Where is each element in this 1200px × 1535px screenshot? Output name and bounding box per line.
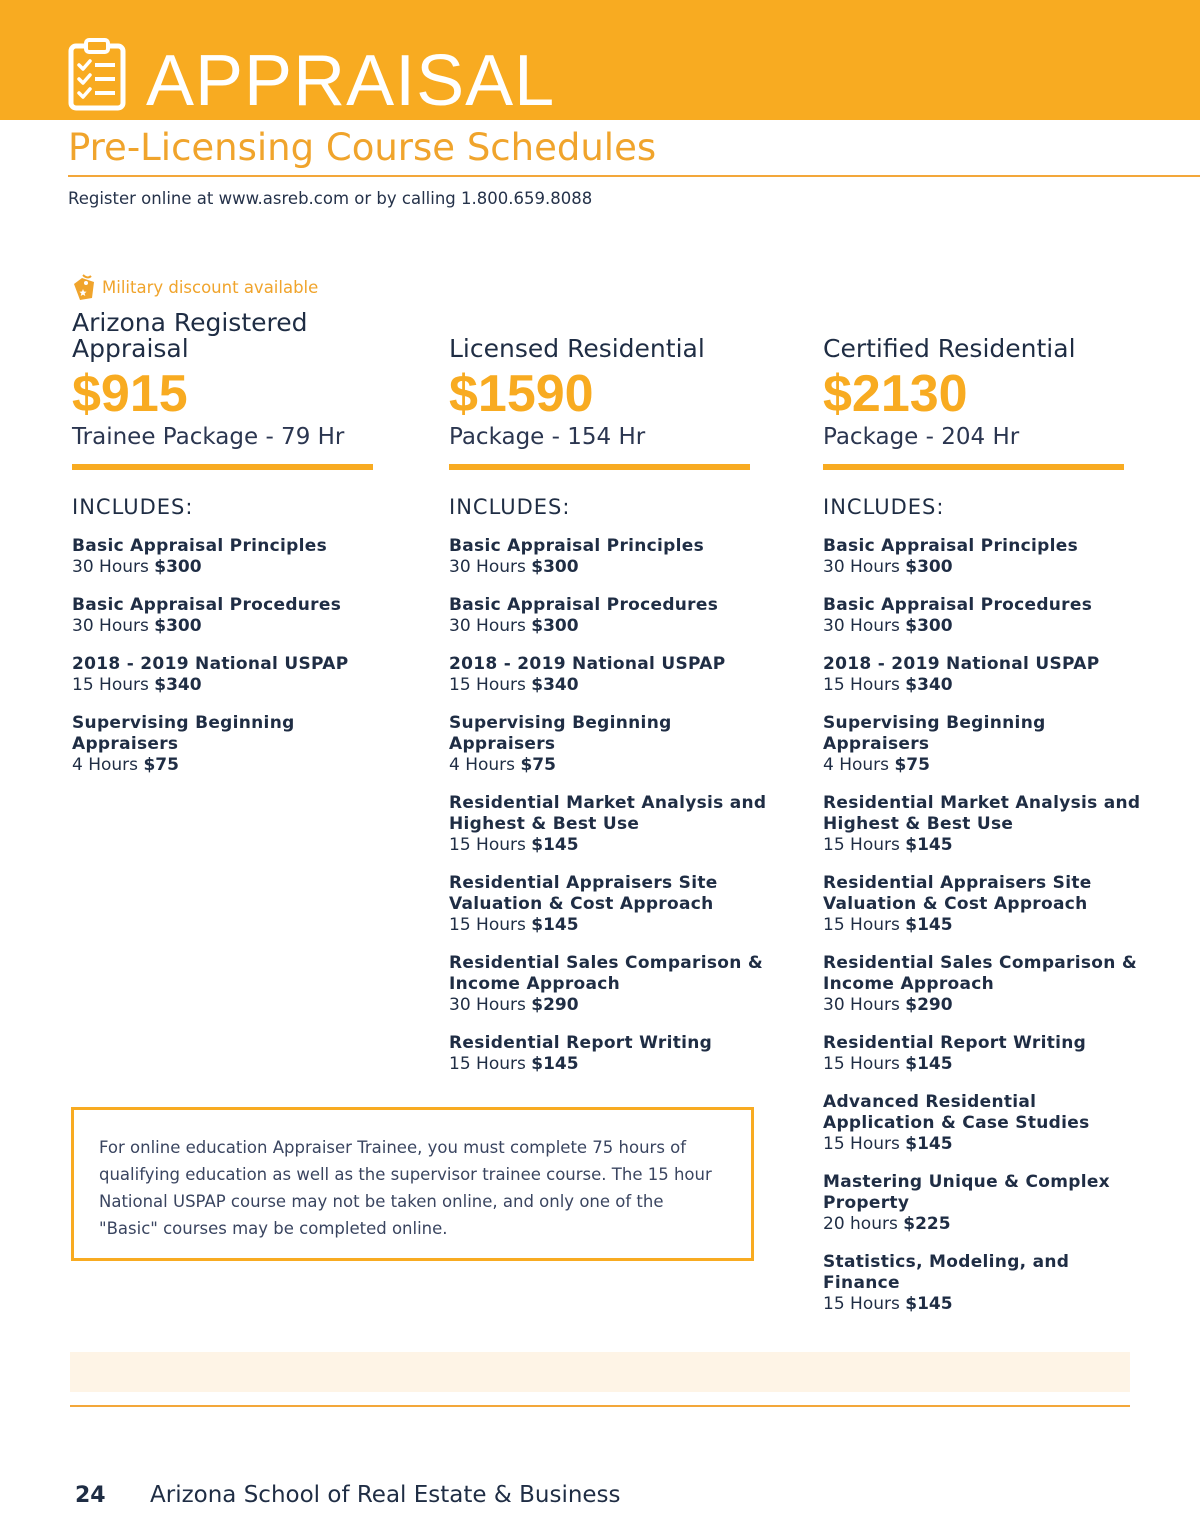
course-item — [823, 1092, 1143, 1155]
course-name: Advanced Residential Application & Case Studies — [823, 1092, 1090, 1133]
course-details — [449, 1054, 769, 1075]
page-title: APPRAISAL — [146, 41, 556, 121]
course-name: Basic Appraisal Procedures — [823, 595, 1093, 615]
course-item — [823, 1252, 1143, 1315]
course-name: Statistics, Modeling, and Finance — [823, 1252, 1070, 1293]
course-hours: 30 Hours — [449, 616, 526, 636]
package-hours: Package - 204 Hr — [823, 424, 1020, 450]
page-subtitle: Pre-Licensing Course Schedules — [68, 126, 657, 169]
course-item — [823, 713, 1143, 776]
includes-heading: INCLUDES: — [449, 495, 571, 519]
package-divider — [449, 464, 750, 470]
register-info: Register online at www.asreb.com or by calling 1.800.659.8088 — [68, 189, 593, 208]
course-details — [823, 755, 1143, 776]
course-name: Mastering Unique & Complex Property — [823, 1172, 1110, 1213]
package-divider — [823, 464, 1124, 470]
course-details — [823, 915, 1143, 936]
course-details — [449, 557, 769, 578]
course-price: $145 — [531, 835, 579, 855]
course-details — [72, 616, 392, 637]
course-item — [72, 654, 392, 696]
course-details — [823, 835, 1143, 856]
includes-heading: INCLUDES: — [72, 495, 194, 519]
course-name: 2018 - 2019 National USPAP — [72, 654, 349, 674]
course-name: Basic Appraisal Principles — [72, 536, 328, 556]
course-details — [449, 675, 769, 696]
course-hours: 15 Hours — [72, 675, 149, 695]
course-hours: 15 Hours — [823, 1294, 900, 1314]
course-price: $75 — [143, 755, 179, 775]
package-name: Certified Residential — [823, 334, 1076, 363]
course-price: $340 — [154, 675, 202, 695]
course-price: $145 — [905, 1294, 953, 1314]
course-item — [449, 536, 769, 578]
package-column-licensed — [449, 310, 769, 1092]
course-details — [72, 755, 392, 776]
course-price: $145 — [531, 1054, 579, 1074]
course-price: $145 — [531, 915, 579, 935]
course-name: 2018 - 2019 National USPAP — [823, 654, 1100, 674]
course-item — [72, 536, 392, 578]
course-item — [449, 793, 769, 856]
course-hours: 30 Hours — [449, 557, 526, 577]
course-price: $145 — [905, 1134, 953, 1154]
course-price: $290 — [905, 995, 953, 1015]
course-price: $300 — [531, 616, 579, 636]
course-hours: 15 Hours — [449, 915, 526, 935]
course-price: $75 — [520, 755, 556, 775]
course-hours: 4 Hours — [449, 755, 516, 775]
course-details — [449, 755, 769, 776]
course-hours: 30 Hours — [449, 995, 526, 1015]
course-name: Supervising Beginning Appraisers — [823, 713, 1046, 754]
course-item — [823, 1033, 1143, 1075]
course-details — [72, 557, 392, 578]
military-discount-label: Military discount available — [102, 277, 319, 297]
header-banner — [0, 0, 1200, 120]
course-item — [449, 595, 769, 637]
note-text: For online education Appraiser Trainee, you must complete 75 hours of qualifying education as well as the supervisor trainee course. The 15 hour National USPAP course may not be taken online, and only one of the "Basic" courses may be completed online. — [99, 1138, 712, 1238]
course-details — [823, 1294, 1143, 1315]
course-price: $145 — [905, 915, 953, 935]
package-price: $2130 — [823, 365, 968, 423]
course-hours: 15 Hours — [449, 675, 526, 695]
course-price: $225 — [903, 1214, 951, 1234]
course-hours: 30 Hours — [72, 557, 149, 577]
course-details — [823, 1054, 1143, 1075]
course-price: $300 — [905, 557, 953, 577]
course-details — [449, 616, 769, 637]
clipboard-checklist-icon — [68, 38, 130, 112]
military-discount-note — [70, 272, 318, 302]
course-hours: 15 Hours — [449, 1054, 526, 1074]
course-name: 2018 - 2019 National USPAP — [449, 654, 726, 674]
course-name: Basic Appraisal Principles — [449, 536, 705, 556]
includes-heading: INCLUDES: — [823, 495, 945, 519]
package-hours: Trainee Package - 79 Hr — [72, 424, 345, 450]
course-hours: 15 Hours — [823, 915, 900, 935]
course-item — [823, 654, 1143, 696]
course-hours: 20 hours — [823, 1214, 898, 1234]
course-hours: 4 Hours — [72, 755, 139, 775]
online-education-note — [71, 1107, 754, 1261]
course-name: Basic Appraisal Principles — [823, 536, 1079, 556]
package-price: $1590 — [449, 365, 594, 423]
course-details — [823, 616, 1143, 637]
course-name: Residential Appraisers Site Valuation & Cost Approach — [823, 873, 1092, 914]
course-item — [823, 793, 1143, 856]
package-divider — [72, 464, 373, 470]
subtitle-divider — [68, 175, 1200, 177]
package-hours: Package - 154 Hr — [449, 424, 646, 450]
course-item — [449, 713, 769, 776]
course-name: Basic Appraisal Procedures — [72, 595, 342, 615]
course-item — [72, 595, 392, 637]
course-name: Supervising Beginning Appraisers — [72, 713, 295, 754]
course-item — [449, 953, 769, 1016]
course-details — [823, 557, 1143, 578]
course-hours: 4 Hours — [823, 755, 890, 775]
footer-band — [70, 1352, 1130, 1392]
course-details — [823, 675, 1143, 696]
package-price: $915 — [72, 365, 188, 423]
package-name: Arizona Registered Appraisal — [72, 308, 308, 363]
course-price: $145 — [905, 1054, 953, 1074]
course-hours: 30 Hours — [823, 616, 900, 636]
course-name: Residential Report Writing — [449, 1033, 713, 1053]
course-hours: 30 Hours — [823, 995, 900, 1015]
course-details — [449, 915, 769, 936]
course-name: Supervising Beginning Appraisers — [449, 713, 672, 754]
course-name: Residential Appraisers Site Valuation & Cost Approach — [449, 873, 718, 914]
course-details — [823, 1214, 1143, 1235]
course-details — [449, 995, 769, 1016]
course-price: $300 — [905, 616, 953, 636]
course-hours: 15 Hours — [823, 835, 900, 855]
course-price: $290 — [531, 995, 579, 1015]
page-number: 24 — [75, 1483, 106, 1508]
course-item — [823, 1172, 1143, 1235]
course-name: Residential Sales Comparison & Income Approach — [823, 953, 1138, 994]
course-price: $300 — [154, 557, 202, 577]
footer-divider — [70, 1405, 1130, 1407]
course-price: $340 — [905, 675, 953, 695]
course-item — [449, 654, 769, 696]
course-item — [72, 713, 392, 776]
course-item — [823, 873, 1143, 936]
course-hours: 30 Hours — [72, 616, 149, 636]
course-price: $145 — [905, 835, 953, 855]
course-item — [823, 595, 1143, 637]
course-item — [823, 536, 1143, 578]
course-price: $75 — [894, 755, 930, 775]
school-name: Arizona School of Real Estate & Business — [150, 1482, 621, 1508]
course-price: $340 — [531, 675, 579, 695]
course-details — [449, 835, 769, 856]
course-item — [449, 873, 769, 936]
course-price: $300 — [531, 557, 579, 577]
course-name: Residential Market Analysis and Highest & Best Use — [449, 793, 767, 834]
course-hours: 15 Hours — [823, 1134, 900, 1154]
course-name: Residential Report Writing — [823, 1033, 1087, 1053]
course-hours: 30 Hours — [823, 557, 900, 577]
course-hours: 15 Hours — [823, 675, 900, 695]
course-item — [449, 1033, 769, 1075]
military-tag-icon — [70, 272, 98, 302]
package-column-certified — [823, 310, 1143, 1332]
course-details — [823, 995, 1143, 1016]
package-column-registered — [72, 310, 392, 793]
course-hours: 15 Hours — [823, 1054, 900, 1074]
package-name: Licensed Residential — [449, 334, 705, 363]
course-name: Basic Appraisal Procedures — [449, 595, 719, 615]
course-details — [823, 1134, 1143, 1155]
course-hours: 15 Hours — [449, 835, 526, 855]
course-item — [823, 953, 1143, 1016]
course-name: Residential Market Analysis and Highest & Best Use — [823, 793, 1141, 834]
course-details — [72, 675, 392, 696]
course-name: Residential Sales Comparison & Income Approach — [449, 953, 764, 994]
course-price: $300 — [154, 616, 202, 636]
